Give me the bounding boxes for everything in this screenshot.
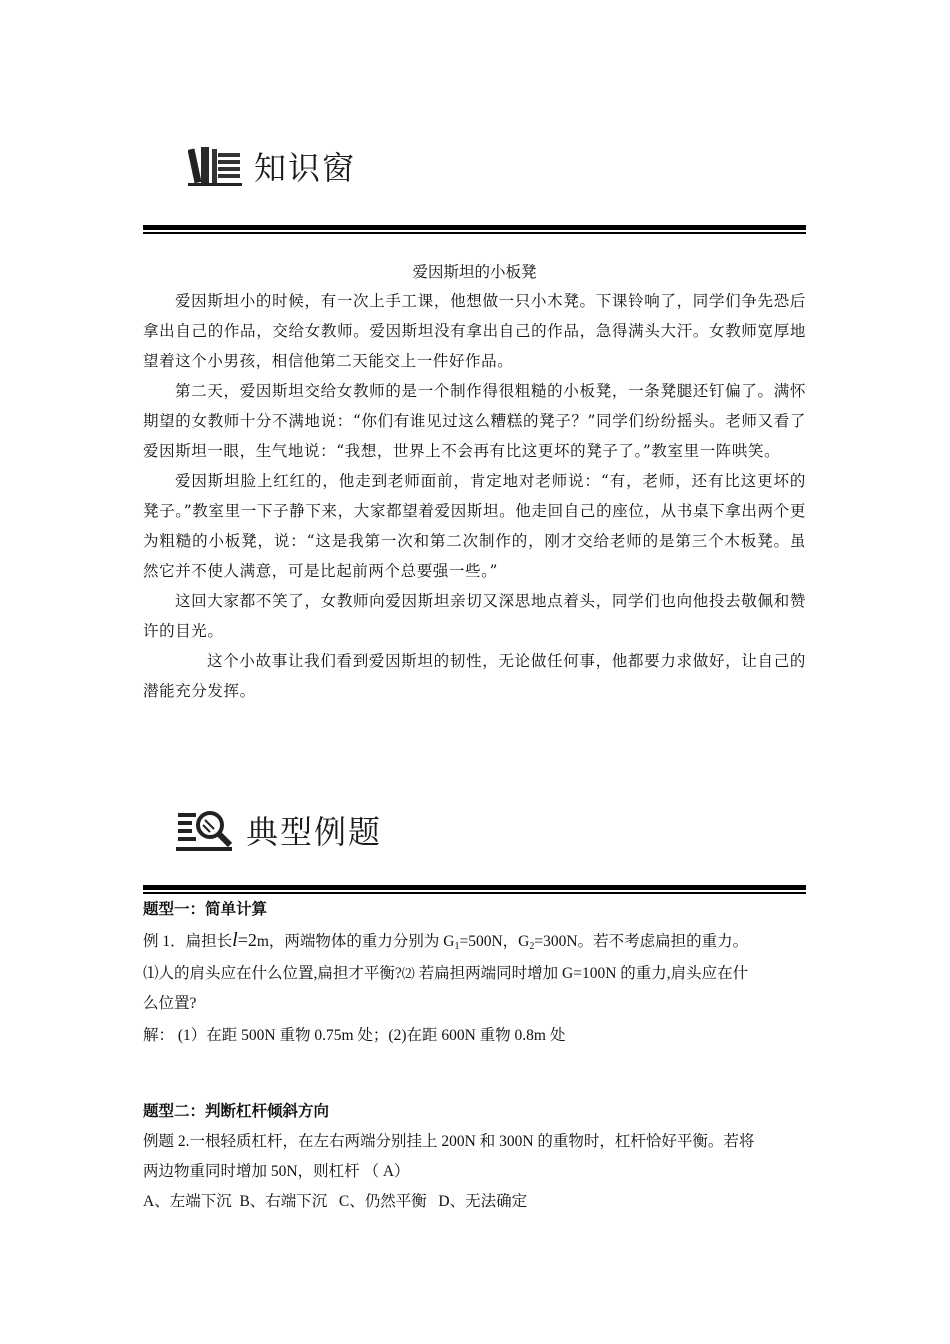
examples-title: 典型例题 xyxy=(246,813,383,851)
knowledge-title: 知识窗 xyxy=(254,149,357,187)
q1-part-a: 人的肩头应在什么位置,扁担才平衡? xyxy=(158,965,402,982)
story-block xyxy=(143,258,806,706)
q1-sub1: 1 xyxy=(454,941,460,952)
q1-mid: =500N，G xyxy=(459,933,530,950)
type-1-question-line-1 xyxy=(143,925,806,959)
type-2-header: 题型二：判断杠杆倾斜方向 xyxy=(143,1103,330,1120)
type-2-question-line-2: 两边物重同时增加 50N，则杠杆 （ A） xyxy=(143,1163,410,1180)
type-2-question-line-1: 例题 2.一根轻质杠杆，在左右两端分别挂上 200N 和 300N 的重物时，杠杆恰好平衡。若将 xyxy=(143,1133,755,1150)
type-1-question-line-2 xyxy=(143,959,806,989)
story-paragraph-2: 第二天，爱因斯坦交给女教师的是一个制作得很粗糙的小板凳，一条凳腿还钉偏了。满怀期望的女教师十分不满地说：“你们有谁见过这么糟糕的凳子？”同学们纷纷摇头。老师又看了爱因斯坦一眼，生气地说：“我想，世界上不会再有比这更坏的凳子了。”教室里一阵哄笑。 xyxy=(143,382,806,460)
q1-end: =300N。若不考虑扁担的重力。 xyxy=(534,933,749,950)
magnifier-book-icon xyxy=(176,805,234,855)
examples-section-header xyxy=(176,805,382,855)
q1-prefix: 例 1．扁担长 xyxy=(143,933,233,950)
q1-var: l xyxy=(232,929,238,951)
story-paragraph-3: 爱因斯坦脸上红红的，他走到老师面前，肯定地对老师说：“有，老师，还有比这更坏的凳子。”教室里一下子静下来，大家都望着爱因斯坦。他走回自己的座位，从书桌下拿出两个更为粗糙的小板凳，说：“这是我第一次和第二次制作的，刚才交给老师的是第三个木板凳。虽然它并不使人满意，可是比起前两个总要强一些。” xyxy=(143,472,806,580)
q1-mark1: ⑴ xyxy=(143,965,159,982)
story-paragraph-1: 爱因斯坦小的时候，有一次上手工课，他想做一只小木凳。下课铃响了，同学们争先恐后拿出自己的作品，交给女教师。爱因斯坦没有拿出自己的作品，急得满头大汗。女教师宽厚地望着这个小男孩，相信他第二天能交上一件好作品。 xyxy=(143,292,806,370)
type-1-question-line-3: 么位置? xyxy=(143,995,197,1012)
type-1-header: 题型一：简单计算 xyxy=(143,901,268,918)
knowledge-divider xyxy=(143,225,806,234)
type-2-options: A、左端下沉 B、右端下沉 C、仍然平衡 D、无法确定 xyxy=(143,1193,528,1210)
q1-sub2: 2 xyxy=(529,941,535,952)
example-type-2 xyxy=(143,1097,806,1217)
books-icon xyxy=(188,143,244,189)
story-title: 爱因斯坦的小板凳 xyxy=(412,263,537,281)
q1-len: 2 xyxy=(247,930,257,950)
example-type-1 xyxy=(143,895,806,1051)
knowledge-section-header xyxy=(188,143,356,189)
q1-part-b: 若扁担两端同时增加 G=100N 的重力,肩头应在什 xyxy=(414,965,749,982)
type-1-answer: 解： (1）在距 500N 重物 0.75m 处；(2)在距 600N 重物 0.8m 处 xyxy=(143,1027,566,1044)
q1-mark2: ⑵ xyxy=(401,966,415,981)
story-paragraph-4: 这回大家都不笑了，女教师向爱因斯坦亲切又深思地点着头，同学们也向他投去敬佩和赞许的目光。 xyxy=(143,592,806,640)
examples-divider xyxy=(143,885,806,894)
story-paragraph-5: 这个小故事让我们看到爱因斯坦的韧性，无论做任何事，他都要力求做好，让自己的潜能充分发挥。 xyxy=(143,652,806,700)
q1-unit: m，两端物体的重力分别为 G xyxy=(256,933,455,950)
q1-eq: = xyxy=(237,930,248,950)
